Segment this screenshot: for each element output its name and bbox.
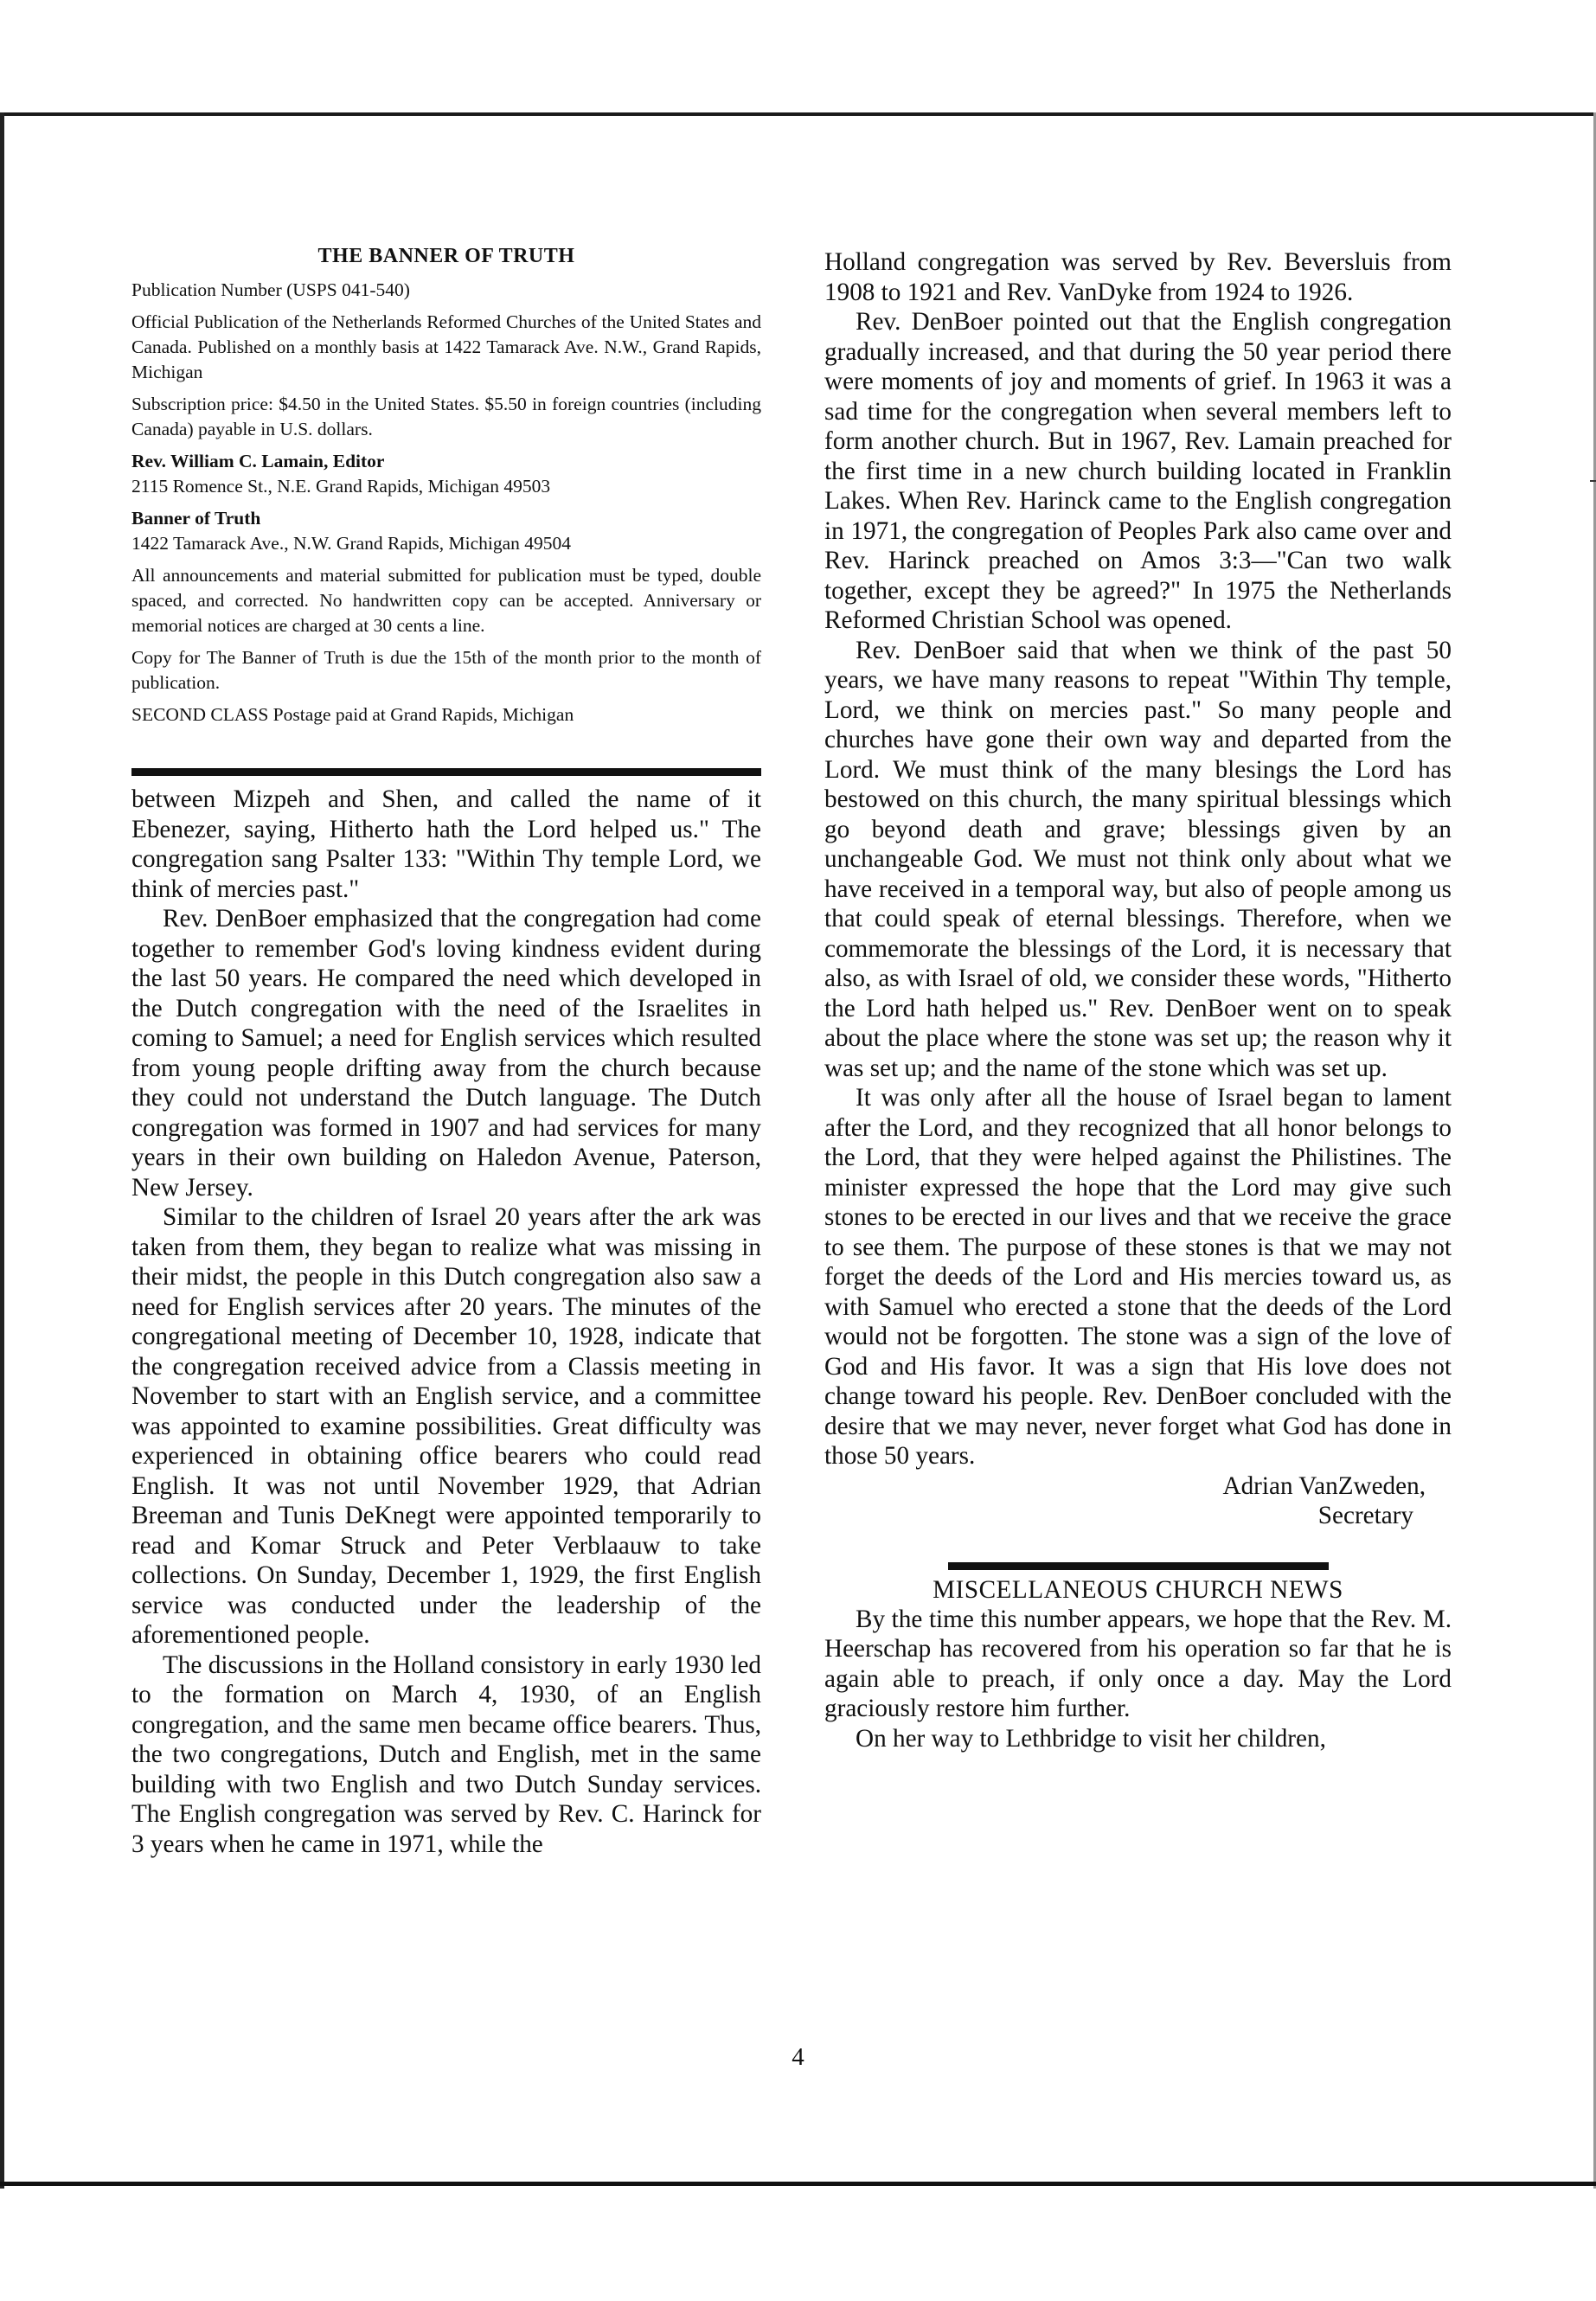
paragraph: It was only after all the house of Israel began to lament after the Lord, and they recognized that all honor belongs to the Lord, that they were helped against the Philistines. The minister expressed the hope that the Lord may give such stones to be erected in our lives and that we receive the grace to see them. The purpose of these stones is that we may not forget the deeds of the Lord and His mercies toward us, as with Samuel who erected a stone that the deeds of the Lord would not be forgotten. The stone was a sign of the love of God and His favor. It was a sign that His love does not change toward his people. Rev. DenBoer concluded with the desire that we may never, never forget what God has done in those 50 years. bbox=[824, 1084, 1452, 1470]
publication-number: Publication Number (USPS 041-540) bbox=[131, 279, 410, 300]
masthead-title: THE BANNER OF TRUTH bbox=[317, 245, 575, 267]
official-publication: Official Publication of the Netherlands Reformed Churches of the United States and Canada. Published on a monthly basis at 1422 Tamarack Ave. N.W., Grand Rapids, Michigan bbox=[131, 311, 761, 382]
paragraph: Similar to the children of Israel 20 years after the ark was taken from them, they began to realize what was missing in their midst, the people in this Dutch congregation also saw a need for English services after 20 years. The minutes of the congregational meeting of December 10, 1928, indicate that the congregation received advice from a Classis meeting in November to start with an English service, and a committee was appointed to examine possibilities. Great difficulty was experienced in obtaining office bearers who could read English. It was not until November 1929, that Adrian Breeman and Tunis DeKnegt were appointed temporarily to read and Komar Struck and Peter Verblaauw to take collections. On Sunday, December 1, 1929, the first English service was conducted under the leadership of the aforementioned people. bbox=[131, 1203, 761, 1649]
paragraph: Rev. DenBoer said that when we think of the past 50 years, we have many reasons to repeat "Within Thy temple, Lord, we think on mercies past." So many people and churches have gone their own way and departed from the Lord. We must think of the many blesings the Lord has bestowed on this church, the many spiritual blessings which go beyond death and grave; blessings given by an unchangeable God. We must not think only about what we have received in a temporal way, but also of people among us that could speak of eternal blessings. Therefore, when we commemorate the blessings of the Lord, it is necessary that also, as with Israel of old, we consider these words, "Hitherto the Lord hath helped us." Rev. DenBoer went on to speak about the place where the stone was set up; the reason why it was set up; and the name of the stone which was set up. bbox=[824, 636, 1452, 1082]
paragraph: between Mizpeh and Shen, and called the name of it Ebenezer, saying, Hitherto hath the Lord helped us." The congregation sang Psalter 133: "Within Thy temple Lord, we think of mercies past." bbox=[131, 785, 761, 903]
signature bbox=[824, 1471, 1452, 1531]
paragraph: Holland congregation was served by Rev. Beversluis from 1908 to 1921 and Rev. VanDyke from 1924 to 1926. bbox=[824, 248, 1452, 306]
page-number: 4 bbox=[792, 2043, 804, 2071]
office-name: Banner of Truth bbox=[131, 508, 261, 529]
right-column bbox=[824, 247, 1452, 1753]
editor-name: Rev. William C. Lamain, Editor bbox=[131, 451, 385, 471]
paragraph: The discussions in the Holland consistory in early 1930 led to the formation on March 4, 1930, of an English congregation, and the same men became office bearers. Thus, the two congregations, Dutch and English, met in the same building with two English and two Dutch Sunday services. The English congregation was served by Rev. C. Harinck for 3 years when he came in 1971, while the bbox=[131, 1650, 761, 1858]
scan-edge-bottom bbox=[0, 2182, 1596, 2186]
news-rule bbox=[948, 1562, 1329, 1570]
signature-name: Adrian VanZweden, bbox=[1222, 1471, 1426, 1500]
office-block bbox=[131, 506, 761, 556]
copy-due-notice: Copy for The Banner of Truth is due the 15th of the month prior to the month of publication. bbox=[131, 647, 761, 693]
scan-edge-top bbox=[0, 112, 1596, 116]
paragraph: Rev. DenBoer pointed out that the English congregation gradually increased, and that during the 50 year period there were moments of joy and moments of grief. In 1963 it was a sad time for the congregation when several members left to form another church. But in 1967, Rev. Lamain preached for the first time in a new church building located in Franklin Lakes. When Rev. Harinck came to the English congregation in 1971, the congregation of Peoples Park also came over and Rev. Harinck preached on Amos 3:3—"Can two walk together, except they be agreed?" In 1975 the Netherlands Reformed Christian School was opened. bbox=[824, 308, 1452, 634]
signature-title: Secretary bbox=[1317, 1502, 1413, 1529]
paragraph: Rev. DenBoer emphasized that the congregation had come together to remember God's loving kindness evident during the last 50 years. He compared the need which developed in the Dutch congregation with the need of the Israelites in coming to Samuel; a need for English services which resulted from young people drifting away from the church because they could not understand the Dutch language. The Dutch congregation was formed in 1907 and had services for many years in their own building on Haledon Avenue, Paterson, New Jersey. bbox=[131, 905, 761, 1202]
postage-notice: SECOND CLASS Postage paid at Grand Rapids, Michigan bbox=[131, 704, 574, 725]
news-heading: MISCELLANEOUS CHURCH NEWS bbox=[933, 1575, 1343, 1604]
masthead bbox=[131, 244, 761, 734]
editor-address: 2115 Romence St., N.E. Grand Rapids, Michigan 49503 bbox=[131, 476, 551, 497]
office-address: 1422 Tamarack Ave., N.W. Grand Rapids, Michigan 49504 bbox=[131, 533, 572, 554]
paragraph: By the time this number appears, we hope that the Rev. M. Heerschap has recovered from his operation so far that he is again able to preach, if only once a day. May the Lord graciously restore him further. bbox=[824, 1605, 1452, 1722]
left-column bbox=[131, 785, 761, 1859]
scan-edge-left bbox=[0, 112, 4, 2189]
masthead-rule bbox=[131, 768, 761, 776]
margin-tick bbox=[1590, 480, 1596, 482]
editor-block bbox=[131, 449, 761, 499]
paragraph: On her way to Lethbridge to visit her children, bbox=[856, 1724, 1326, 1753]
subscription-price: Subscription price: $4.50 in the United States. $5.50 in foreign countries (including Canada) payable in U.S. dollars. bbox=[131, 394, 761, 439]
announcements-notice: All announcements and material submitted for publication must be typed, double spaced, and corrected. No handwritten copy can be accepted. Anniversary or memorial notices are charged at 30 cents a line. bbox=[131, 565, 761, 636]
